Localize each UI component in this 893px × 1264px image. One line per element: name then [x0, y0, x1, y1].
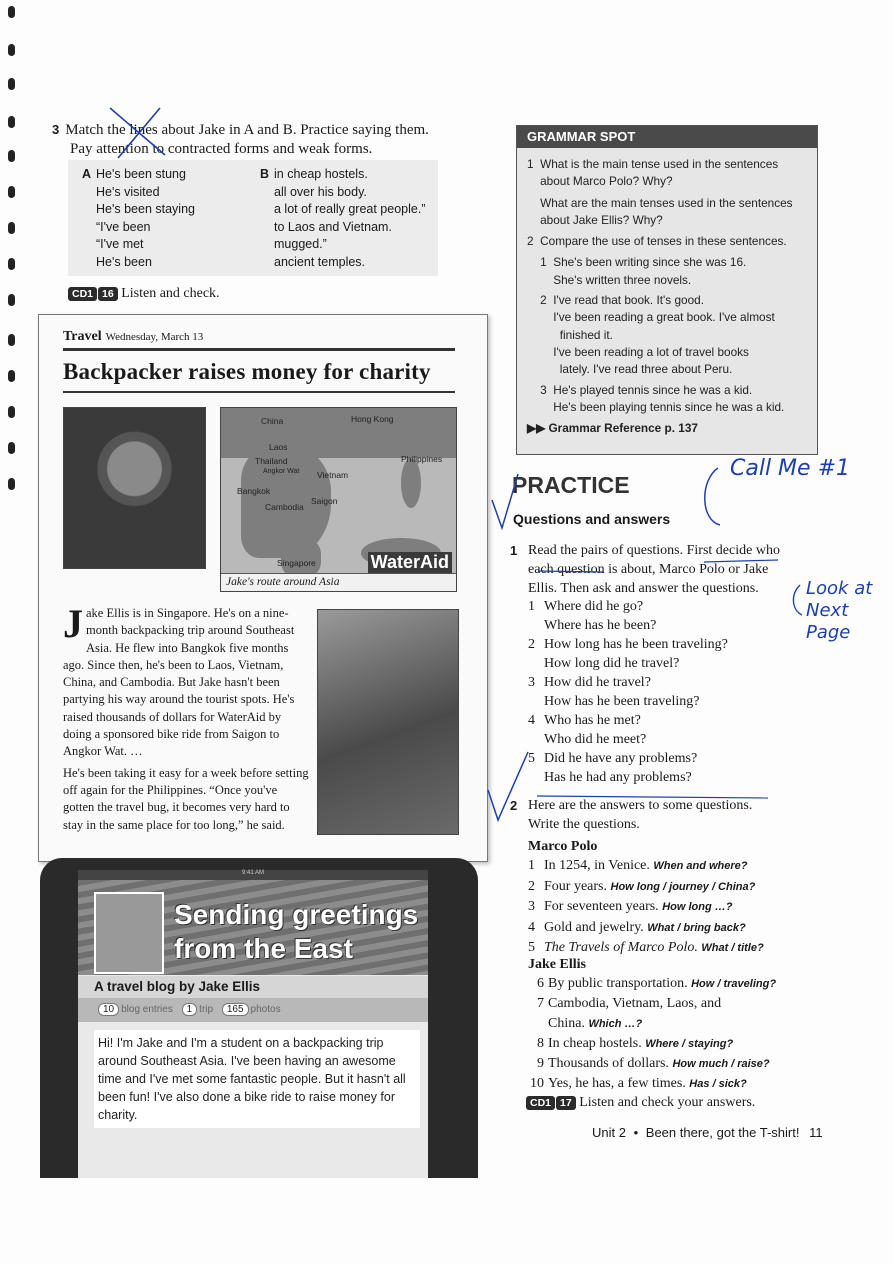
answer-text: China. — [548, 1016, 585, 1031]
grammar-line: 1 She's been writing since she was 16. — [527, 255, 747, 270]
answer-number: 3 — [528, 899, 535, 914]
handwritten-note: Call Me #1 — [730, 456, 851, 481]
marco-polo-heading: Marco Polo — [528, 839, 598, 854]
map-label: China — [261, 416, 284, 426]
grammar-line: What are the main tenses used in the sentences — [527, 195, 793, 210]
answer-hint: What / title? — [701, 942, 764, 954]
grammar-line: She's written three novels. — [527, 272, 692, 287]
answer-hint: When and where? — [653, 860, 748, 872]
pair-question: How has he been traveling? — [544, 694, 700, 709]
article-paragraph: ake Ellis is in Singapore. He's on a nine-month backpacking trip around Southeast Asia. He flew into Bangkok five months ago. Since then, he's been to Laos, Vietnam, China, and Cambodia. But Jake hasn't been partying his way around the tourist spots. He's raised thousands of dollars for WaterAid by doing a sponsored bike ride from Saigon to Angkor Wat. … — [63, 606, 295, 759]
grammar-line: about Jake Ellis? Why? — [527, 212, 663, 227]
cd-icon: CD1 — [68, 287, 97, 301]
map-label: Hong Kong — [351, 414, 394, 424]
question-number: 1 — [510, 543, 518, 558]
column-letter: A — [82, 167, 92, 181]
trip-count[interactable]: 1 — [182, 1003, 198, 1016]
answer-number: 7 — [537, 996, 544, 1011]
pair-number: 1 — [528, 599, 535, 614]
pair-question: Where has he been? — [544, 618, 657, 633]
wateraid-logo: WaterAid — [368, 552, 452, 573]
grammar-line: I've been reading a great book. I've almost — [527, 310, 775, 325]
pair-question: Did he have any problems? — [544, 751, 698, 766]
pair-number: 3 — [528, 675, 535, 690]
pair-question: Where did he go? — [544, 599, 644, 614]
answer-hint: Which …? — [588, 1018, 643, 1030]
practice-title: PRACTICE — [512, 472, 630, 498]
column-b-item: in cheap hostels. — [274, 167, 368, 181]
bullet: • — [633, 1125, 639, 1140]
instruction-line: Ellis. Then ask and answer the questions. — [528, 581, 759, 596]
grammar-line: finished it. — [527, 327, 613, 342]
answer-text: Gold and jewelry. — [544, 919, 644, 935]
grammar-line: 2 Compare the use of tenses in these sentences. — [527, 234, 787, 249]
entries-count[interactable]: 10 — [98, 1003, 119, 1016]
unit-label: Unit 2 — [592, 1125, 626, 1140]
blog-post: Hi! I'm Jake and I'm a student on a backpacking trip around Southeast Asia. I've been having an awesome time and I've met some fantastic people. But it hasn't all been fun! I've also done a bike ride to raise money for charity. — [94, 1030, 420, 1128]
column-a-item: He's visited — [96, 184, 160, 199]
column-b-item: all over his body. — [274, 184, 367, 199]
listen-text: Listen and check your answers. — [579, 1095, 756, 1110]
map-label: Singapore — [277, 558, 316, 568]
page-number: 11 — [809, 1125, 823, 1140]
grammar-title: GRAMMAR SPOT — [517, 126, 817, 148]
answer-number: 8 — [537, 1036, 544, 1051]
trip-label: trip — [199, 1004, 214, 1015]
instruction-line: Here are the answers to some questions. — [528, 798, 753, 813]
exercise-number: 3 — [52, 122, 60, 137]
grammar-line: He's been playing tennis since he was a kid. — [527, 399, 785, 414]
unit-title: Been there, got the T-shirt! — [645, 1125, 800, 1140]
track-number: 16 — [98, 287, 118, 301]
map-label: Angkor Wat — [263, 468, 300, 475]
questions-answers-title: Questions and answers — [513, 511, 671, 527]
answer-text: The Travels of Marco Polo. — [544, 940, 698, 955]
pair-question: How did he travel? — [544, 675, 651, 690]
pair-question: How long did he travel? — [544, 656, 680, 671]
handwritten-note: Look at Next Page — [806, 578, 873, 643]
column-a-item: He's been — [96, 254, 152, 269]
pair-number: 4 — [528, 713, 535, 728]
pair-question: How long has he been traveling? — [544, 637, 728, 652]
answer-number: 9 — [537, 1056, 544, 1071]
column-a-item: “I've met — [96, 237, 144, 252]
answer-text: For seventeen years. — [544, 899, 659, 914]
article-date: Wednesday, March 13 — [105, 331, 204, 343]
map-caption: Jake's route around Asia — [221, 573, 456, 591]
answer-number: 5 — [528, 940, 535, 955]
grammar-reference: Grammar Reference p. 137 — [548, 421, 698, 436]
grammar-line: 2 I've read that book. It's good. — [527, 293, 704, 308]
instruction-line: Write the questions. — [528, 817, 640, 832]
column-b-item: mugged.” — [274, 237, 327, 252]
listen-text: Listen and check. — [121, 286, 220, 301]
answer-number: 10 — [530, 1076, 544, 1091]
photos-label: photos — [250, 1004, 281, 1015]
column-b-item: to Laos and Vietnam. — [274, 219, 392, 234]
cd-icon: CD1 — [526, 1096, 555, 1110]
answer-text: Yes, he has, a few times. — [548, 1076, 686, 1091]
answer-text: Cambodia, Vietnam, Laos, and — [548, 996, 722, 1011]
answer-hint: Has / sick? — [689, 1078, 747, 1090]
instruction-line: Pay attention to contracted forms and weak forms. — [70, 141, 373, 157]
answer-text: In 1254, in Venice. — [544, 858, 650, 873]
pair-question: Has he had any problems? — [544, 770, 692, 785]
double-arrow-icon: ▶▶ — [527, 421, 546, 436]
answer-text: Four years. — [544, 878, 607, 894]
column-b-item: ancient temples. — [274, 254, 366, 269]
map-label: Saigon — [311, 496, 338, 506]
answer-text: In cheap hostels. — [548, 1036, 642, 1051]
column-a-item: He's been staying — [96, 202, 195, 217]
map-label: Vietnam — [317, 470, 349, 480]
instruction-line: each question is about, Marco Polo or Jake — [528, 562, 769, 577]
answer-hint: How long …? — [662, 901, 733, 913]
map-label: Cambodia — [265, 502, 304, 512]
answer-hint: Where / staying? — [645, 1038, 734, 1050]
photos-count[interactable]: 165 — [222, 1003, 249, 1016]
drop-cap: J — [63, 601, 83, 646]
column-b-item: a lot of really great people.” — [274, 202, 426, 217]
blog-title: Sending greetings from the East — [174, 899, 419, 964]
answer-hint: How / traveling? — [691, 978, 777, 990]
grammar-line: about Marco Polo? Why? — [527, 174, 673, 189]
answer-text: By public transportation. — [548, 976, 688, 991]
pair-number: 5 — [528, 751, 535, 766]
answer-hint: What / bring back? — [647, 921, 746, 934]
answer-hint: How much / raise? — [672, 1058, 770, 1070]
grammar-line: 1 What is the main tense used in the sentences — [527, 157, 779, 171]
pair-question: Who has he met? — [544, 713, 641, 728]
column-a-item: He's been stung — [96, 167, 186, 181]
pair-number: 2 — [528, 637, 535, 652]
track-number: 17 — [556, 1096, 576, 1110]
pair-question: Who did he meet? — [544, 732, 647, 747]
answer-number: 2 — [528, 878, 535, 894]
section-name: Travel — [63, 329, 102, 344]
map-label: Laos — [269, 442, 288, 452]
answer-hint: How long / journey / China? — [610, 880, 756, 893]
article-paragraph: He's been taking it easy for a week before setting off again for the Philippines. “Once you've gotten the travel bug, it becomes very hard to stay in the same place for too long,” he said. — [63, 765, 309, 832]
jake-ellis-heading: Jake Ellis — [528, 957, 586, 972]
map-label: Bangkok — [237, 486, 271, 496]
answer-number: 6 — [537, 976, 544, 991]
entries-label: blog entries — [121, 1004, 173, 1015]
instruction-line: Read the pairs of questions. First decide who — [528, 543, 780, 558]
map-label: Philippines — [401, 454, 443, 464]
status-bar: 9:41 AM — [78, 870, 428, 880]
grammar-line: 3 He's played tennis since he was a kid. — [527, 382, 753, 397]
question-number: 2 — [510, 798, 518, 813]
answer-number: 1 — [528, 858, 535, 873]
column-a-item: “I've been — [96, 219, 151, 234]
headline: Backpacker raises money for charity — [63, 359, 431, 384]
grammar-line: lately. I've read three about Peru. — [527, 362, 733, 377]
column-letter: B — [260, 167, 270, 181]
answer-text: Thousands of dollars. — [548, 1056, 669, 1071]
blog-byline: A travel blog by Jake Ellis — [78, 976, 428, 998]
instruction-line: Match the lines about Jake in A and B. Practice saying them. — [65, 122, 429, 138]
grammar-line: I've been reading a lot of travel books — [527, 344, 749, 359]
map-label: Thailand — [255, 456, 288, 466]
answer-number: 4 — [528, 919, 535, 935]
